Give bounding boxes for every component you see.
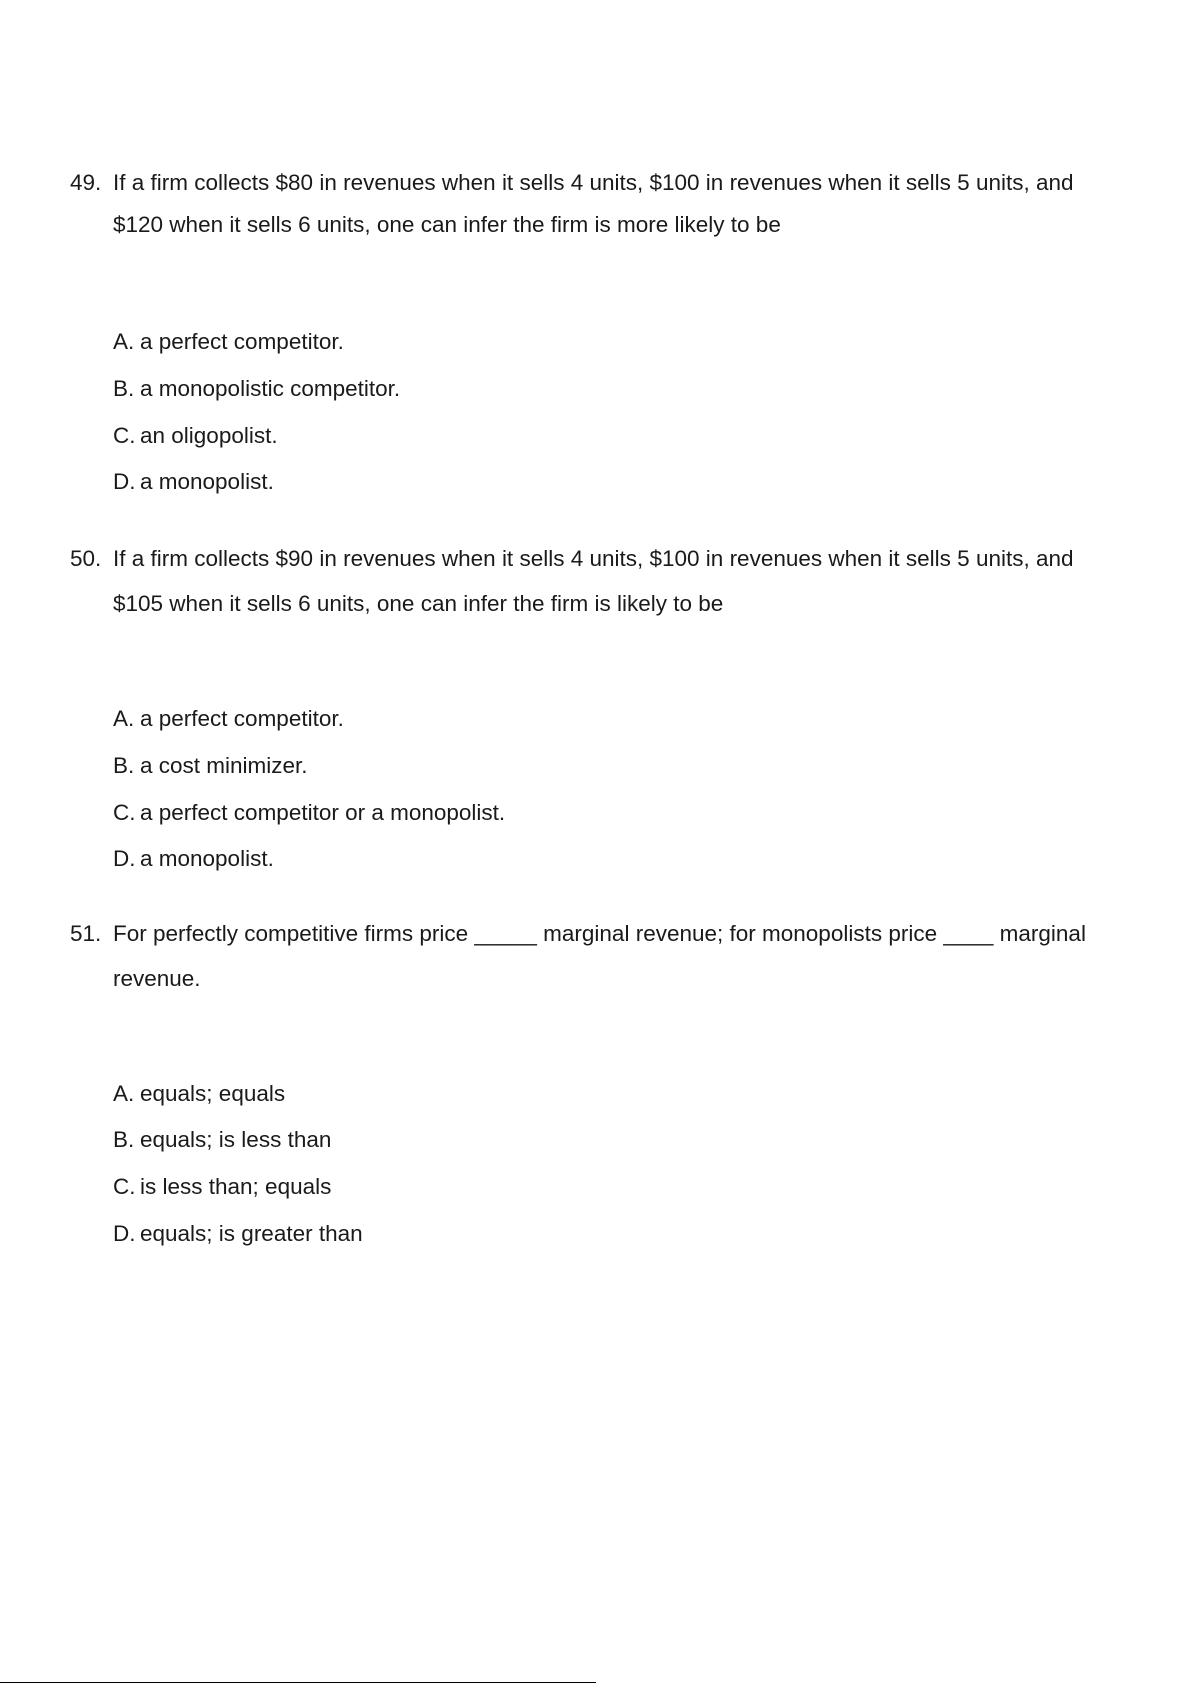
option-letter: B. — [113, 1127, 135, 1152]
option-text: an oligopolist. — [140, 423, 278, 448]
option-letter: C. — [113, 1174, 136, 1199]
option-c[interactable] — [113, 1174, 331, 1200]
option-letter: D. — [113, 1221, 136, 1246]
footer-divider — [0, 1682, 596, 1683]
option-letter: B. — [113, 376, 135, 401]
option-letter: D. — [113, 846, 136, 871]
option-c[interactable] — [113, 800, 505, 826]
option-letter: C. — [113, 423, 136, 448]
option-d[interactable] — [113, 1221, 363, 1247]
option-text: a monopolistic competitor. — [140, 376, 401, 401]
question-text-line-2: revenue. — [113, 966, 201, 991]
option-letter: A. — [113, 706, 135, 731]
option-text: a cost minimizer. — [140, 753, 308, 778]
question-number: 49. — [70, 170, 102, 195]
option-letter: B. — [113, 753, 135, 778]
option-a[interactable] — [113, 1081, 285, 1107]
option-b[interactable] — [113, 1127, 331, 1153]
question-text-line-1: If a firm collects $90 in revenues when it sells 4 units, $100 in revenues when it sells 5 units, and — [113, 546, 1074, 571]
option-letter: A. — [113, 329, 135, 354]
option-text: equals; is less than — [140, 1127, 332, 1152]
question-text-line-2: $120 when it sells 6 units, one can infer the firm is more likely to be — [113, 212, 781, 237]
option-text: is less than; equals — [140, 1174, 332, 1199]
option-letter: C. — [113, 800, 136, 825]
question-text-line-1: For perfectly competitive firms price _____ marginal revenue; for monopolists price ____ marginal — [113, 921, 1086, 946]
option-c[interactable] — [113, 423, 278, 449]
option-text: equals; is greater than — [140, 1221, 363, 1246]
option-text: a monopolist. — [140, 469, 274, 494]
option-text: equals; equals — [140, 1081, 286, 1106]
option-b[interactable] — [113, 753, 308, 779]
option-d[interactable] — [113, 469, 274, 495]
option-text: a monopolist. — [140, 846, 274, 871]
option-text: a perfect competitor. — [140, 329, 344, 354]
question-text-line-1: If a firm collects $80 in revenues when it sells 4 units, $100 in revenues when it sells 5 units, and — [113, 170, 1074, 195]
question-text-line-2: $105 when it sells 6 units, one can infer the firm is likely to be — [113, 591, 724, 616]
option-text: a perfect competitor or a monopolist. — [140, 800, 506, 825]
option-letter: D. — [113, 469, 136, 494]
question-number: 50. — [70, 546, 102, 571]
option-b[interactable] — [113, 376, 400, 402]
option-text: a perfect competitor. — [140, 706, 344, 731]
option-d[interactable] — [113, 846, 274, 872]
question-number: 51. — [70, 921, 102, 946]
option-letter: A. — [113, 1081, 135, 1106]
option-a[interactable] — [113, 329, 344, 355]
option-a[interactable] — [113, 706, 344, 732]
